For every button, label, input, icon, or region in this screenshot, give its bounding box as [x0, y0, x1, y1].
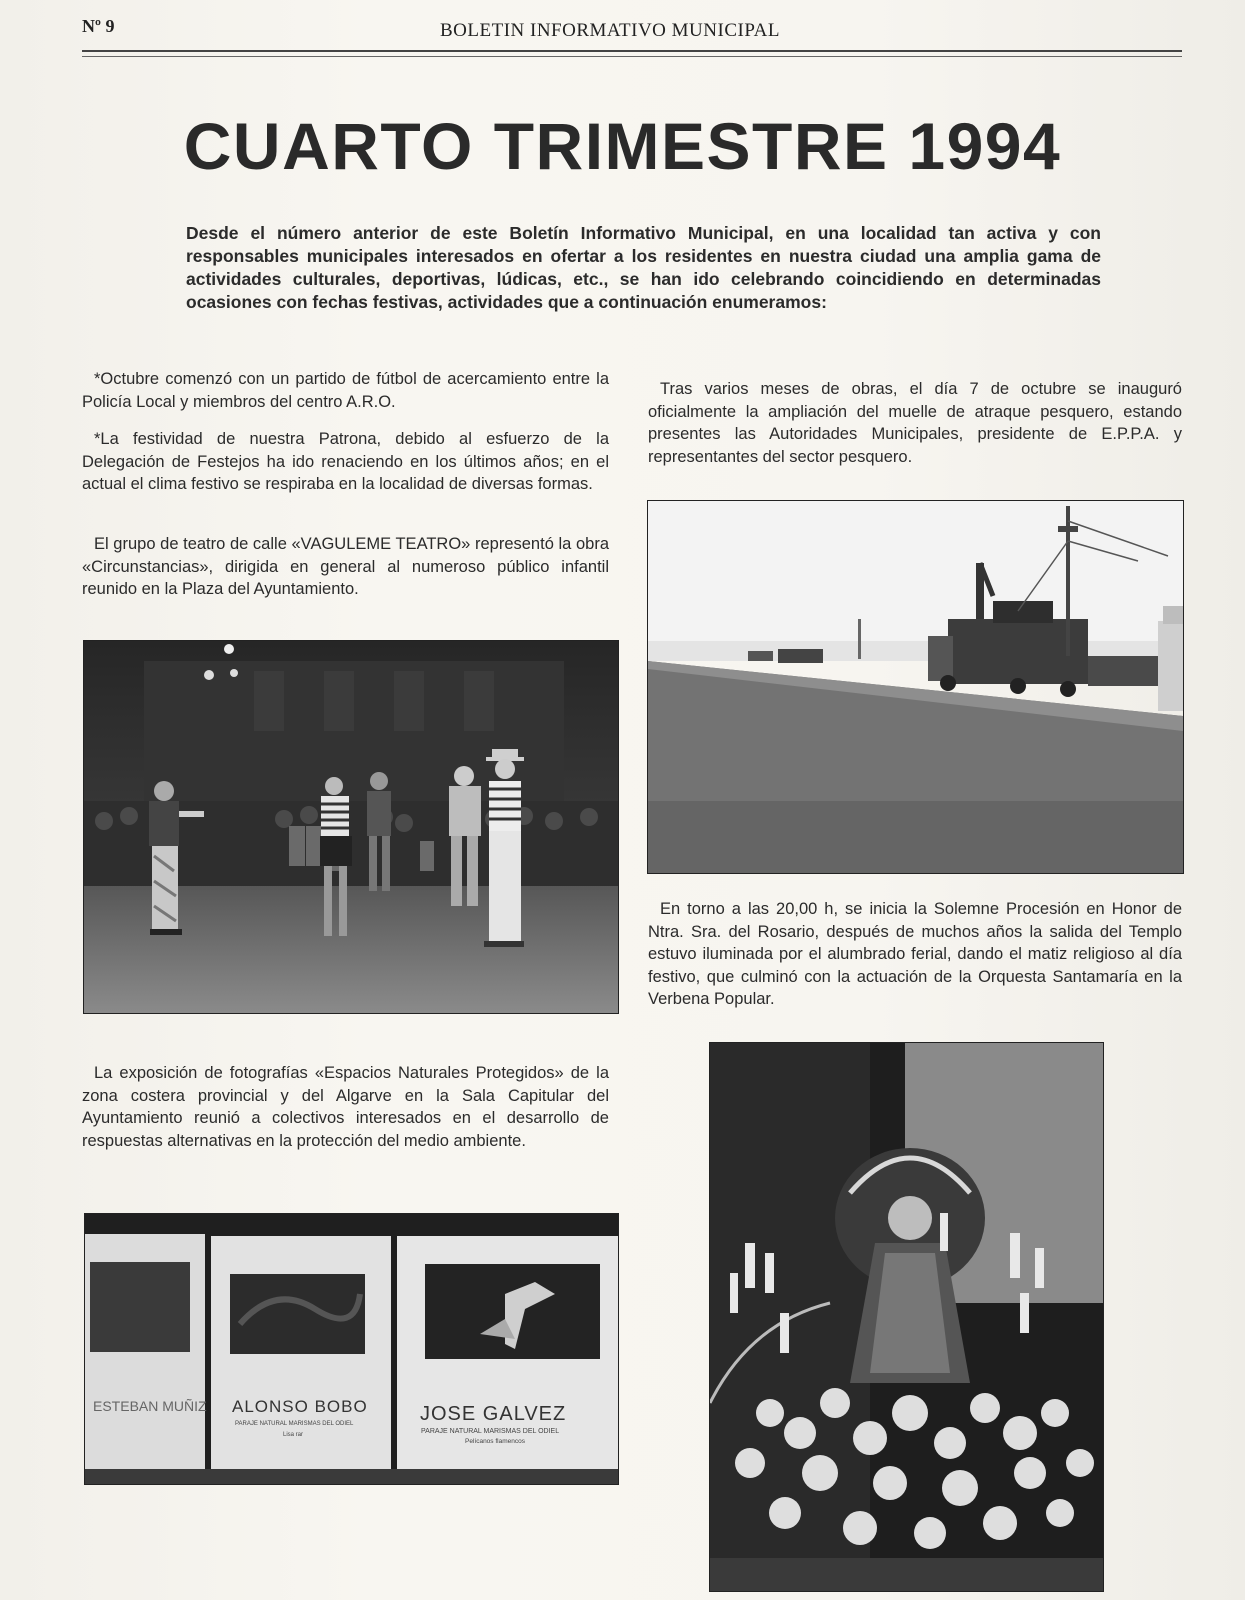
publication-title: BOLETIN INFORMATIVO MUNICIPAL [440, 20, 780, 41]
exhibition-panel-1-name: ESTEBAN MUÑIZ [93, 1398, 207, 1414]
paragraph-procession: En torno a las 20,00 h, se inicia la Solemne Procesión en Honor de Ntra. Sra. del Rosario, después de muchos años la salida del Templo estuvo iluminada por el alumbrado ferial, dando el matiz religioso al día festivo, que culminó con la actuación de la Orquesta Santamaría en la Verbena Popular. [648, 900, 1182, 1008]
harbour-pier-photo [647, 500, 1184, 874]
exhibition-panel-2-subtitle: PARAJE NATURAL MARISMAS DEL ODIEL [235, 1421, 354, 1427]
street-theatre-photo [83, 640, 619, 1014]
intro-paragraph: Desde el número anterior de este Boletín Informativo Municipal, en una localidad tan activa y con responsables municipales interesados en ofertar a los residentes en nuestra ciudad una amplia gama de actividades culturales, deportivas, lúdicas, etc., se han ido celebrando coincidiendo en determinadas ocasiones con fechas festivas, actividades que a continuación enumeramos: [186, 223, 1101, 312]
exhibition-panel-3-subtitle2: Pelícanos flamencos [465, 1438, 525, 1445]
paragraph-pier: Tras varios meses de obras, el día 7 de octubre se inauguró oficialmente la ampliación del muelle de atraque pesquero, estando presentes las Autoridades Municipales, presidente de E.P.P.A. y representantes del sector pesquero. [648, 380, 1182, 466]
header-rule-thin [82, 56, 1182, 57]
issue-number: Nº 9 [82, 16, 115, 36]
header-rule [82, 50, 1182, 52]
virgin-procession-photo [709, 1042, 1104, 1592]
exhibition-panel-3-subtitle: PARAJE NATURAL MARISMAS DEL ODIEL [421, 1428, 560, 1435]
paragraph-exhibition: La exposición de fotografías «Espacios Naturales Protegidos» de la zona costera provincial y del Algarve en la Sala Capitular del Ayuntamiento reunió a colectivos interesados en el desarrollo de respuestas alternativas en la protección del medio ambiente. [82, 1064, 609, 1150]
exhibition-panel-3-name: JOSE GALVEZ [420, 1403, 567, 1425]
paragraph-football: *Octubre comenzó con un partido de fútbol de acercamiento entre la Policía Local y miembros del centro A.R.O. [82, 370, 609, 411]
paragraph-theatre: El grupo de teatro de calle «VAGULEME TEATRO» representó la obra «Circunstancias», dirigida en general al numeroso público infantil reunido en la Plaza del Ayuntamiento. [82, 535, 609, 598]
paragraph-patrona: *La festividad de nuestra Patrona, debido al esfuerzo de la Delegación de Festejos ha ido renaciendo en los últimos años; en el actual el clima festivo se respiraba en la localidad de diversas formas. [82, 430, 609, 493]
photo-exhibition-photo [84, 1213, 619, 1485]
exhibition-panel-2-name: ALONSO BOBO [232, 1397, 368, 1416]
exhibition-panel-2-subtitle2: Lisa rar [283, 1432, 304, 1438]
page-title: CUARTO TRIMESTRE 1994 [183, 109, 1062, 183]
